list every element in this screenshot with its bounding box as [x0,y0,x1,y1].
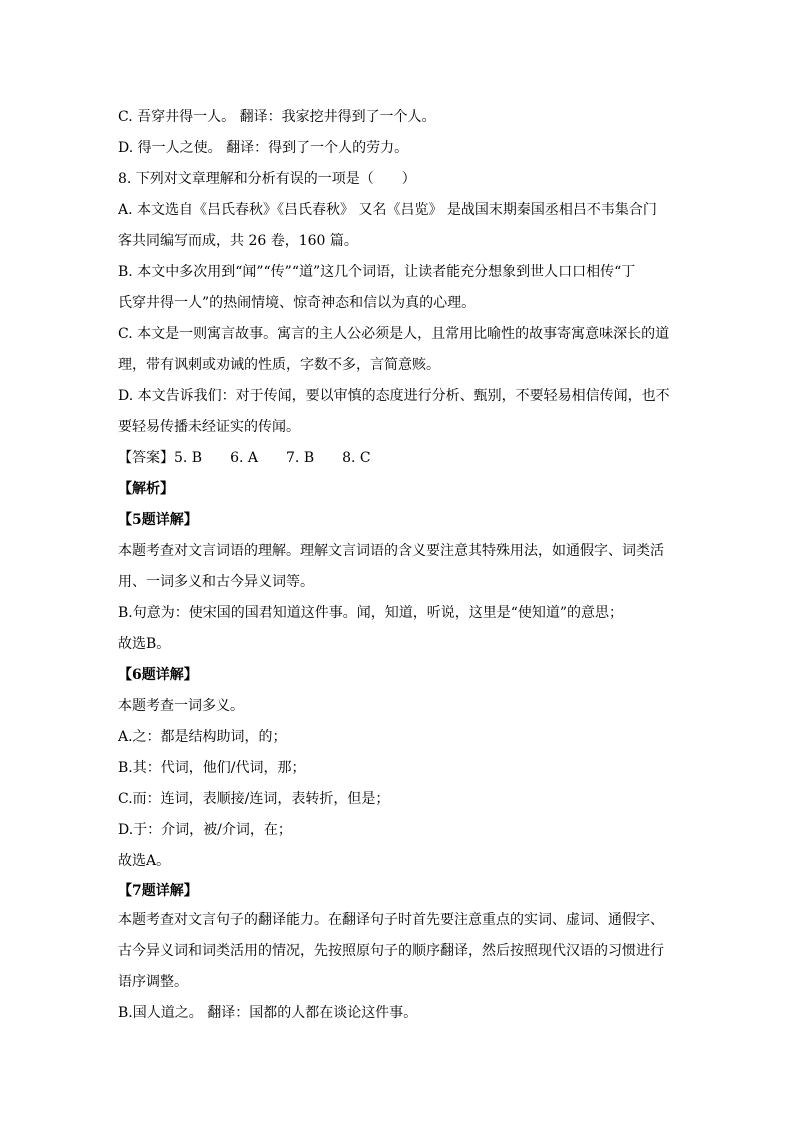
q8-option-d-line-1: D. 本文告诉我们：对于传闻，要以审慎的态度进行分析、甄别，不要轻易相信传闻，也不 [118,388,670,404]
q7-explanation-line-2: 古今异义词和词类活用的情况，先按照原句子的顺序翻译，然后按照现代汉语的习惯进行 [118,943,664,959]
q7-explanation-line-3: 语序调整。 [118,974,188,990]
q6-conclusion: 故选A。 [118,853,171,869]
q7-option-b-translation: B.国人道之。 翻译：国都的人都在谈论这件事。 [118,1005,418,1021]
q6-detail-heading: 【6题详解】 [118,667,198,683]
q5-explanation-line-3: B.句意为：使宋国的国君知道这件事。闻，知道，听说，这里是“使知道”的意思； [118,605,624,621]
q7-explanation-line-1: 本题考查对文言句子的翻译能力。在翻译句子时首先要注意重点的实词、虚词、通假字、 [118,912,664,928]
q6-option-d: D.于：介词，被/介词，在； [118,822,292,838]
q8-option-b-line-2: 氏穿井得一人”的热闹情境、惊奇神态和信以为真的心理。 [118,295,476,311]
option-c-translation: C. 吾穿井得一人。 翻译：我家挖井得到了一个人。 [118,109,436,125]
q7-detail-heading: 【7题详解】 [118,883,198,899]
q6-option-b: B.其：代词，他们/代词，那； [118,760,306,776]
q6-explanation: 本题考查一词多义。 [118,698,244,714]
q5-detail-heading: 【5题详解】 [118,512,198,528]
question-8-stem: 8. 下列对文章理解和分析有误的一项是（ ） [118,171,416,187]
q8-option-c-line-2: 理，带有讽刺或劝诫的性质，字数不多，言简意赅。 [118,357,440,373]
answer-line: 【答案】5. B 6. A 7. B 8. C [118,450,371,466]
q8-option-b-line-1: B. 本文中多次用到“闻”“传”“道”这几个词语，让读者能充分想象到世人口口相传“丁 [118,264,636,280]
q8-option-a-line-2: 客共同编写而成，共 26 卷，160 篇。 [118,233,358,249]
q5-explanation-line-1: 本题考查对文言词语的理解。理解文言词语的含义要注意其特殊用法，如通假字、词类活 [118,543,664,559]
q6-option-a: A.之：都是结构助词，的； [118,729,287,745]
q5-explanation-line-2: 用、一词多义和古今异义词等。 [118,574,314,590]
document-body [118,102,678,1029]
q6-option-c: C.而：连词，表顺接/连词，表转折，但是； [118,791,390,807]
option-d-translation: D. 得一人之使。 翻译：得到了一个人的劳力。 [118,140,409,156]
q8-option-c-line-1: C. 本文是一则寓言故事。寓言的主人公必须是人，且常用比喻性的故事寄寓意味深长的道 [118,326,670,342]
q8-option-d-line-2: 要轻易传播未经证实的传闻。 [118,419,300,435]
analysis-heading: 【解析】 [118,481,174,497]
q8-option-a-line-1: A. 本文选自《吕氏春秋》《吕氏春秋》 又名《吕览》 是战国末期秦国丞相吕不韦集合门 [118,202,657,218]
q5-conclusion: 故选B。 [118,636,171,652]
